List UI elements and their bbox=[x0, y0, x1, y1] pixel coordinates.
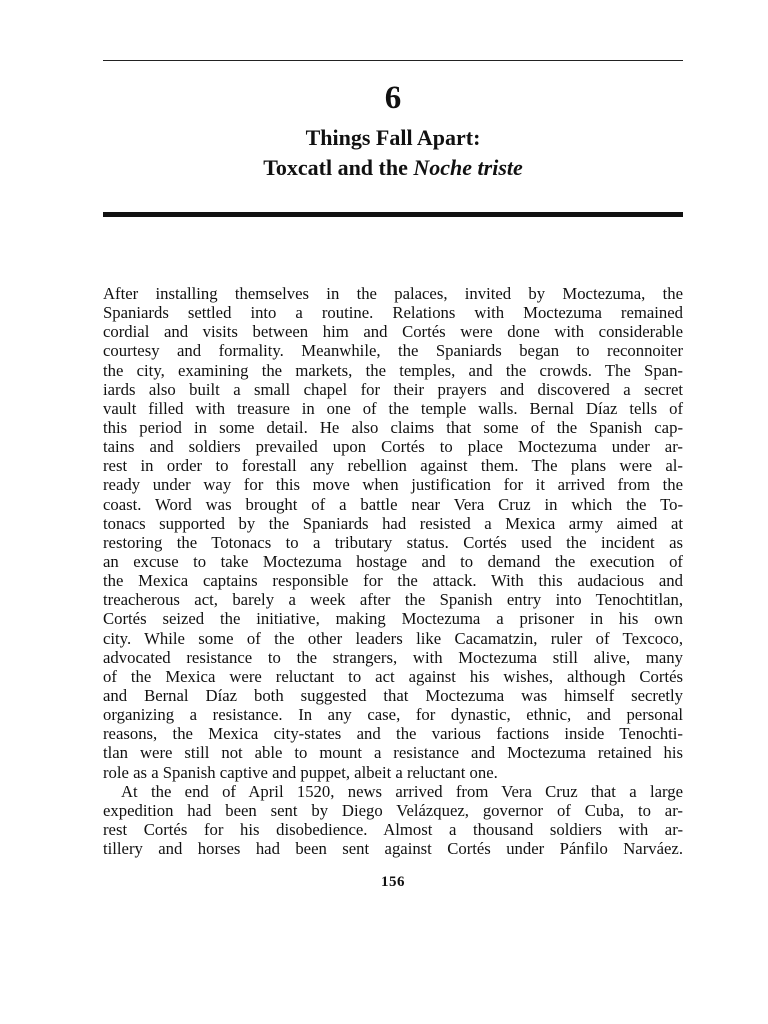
body-line: After installing themselves in the palaces, invited by Moctezuma, the bbox=[103, 284, 683, 303]
body-line: city. While some of the other leaders like Cacamatzin, ruler of Texcoco, bbox=[103, 628, 683, 648]
chapter-title-line-2-italic: Noche triste bbox=[413, 155, 523, 180]
title-rule bbox=[103, 212, 683, 217]
body-line: iards also built a small chapel for their prayers and discovered a secret bbox=[103, 379, 683, 399]
chapter-number: 6 bbox=[384, 80, 402, 116]
body-line: reasons, the Mexica city-states and the various factions inside Tenochti- bbox=[103, 724, 683, 744]
body-line: cordial and visits between him and Cortés were done with considerable bbox=[103, 322, 683, 342]
body-line: tlan were still not able to mount a resistance and Moctezuma retained his bbox=[103, 743, 683, 763]
body-line: tains and soldiers prevailed upon Cortés to place Moctezuma under ar- bbox=[103, 437, 683, 457]
chapter-title-line-1: Things Fall Apart: bbox=[305, 125, 481, 150]
body-line: rest in order to forestall any rebellion against them. The plans were al- bbox=[103, 456, 683, 476]
body-line: treacherous act, barely a week after the Spanish entry into Tenochtitlan, bbox=[103, 590, 683, 610]
body-line: coast. Word was brought of a battle near Vera Cruz in which the To- bbox=[103, 494, 683, 514]
body-line: vault filled with treasure in one of the temple walls. Bernal Díaz tells of bbox=[103, 398, 683, 418]
body-line: tonacs supported by the Spaniards had resisted a Mexica army aimed at bbox=[103, 513, 683, 533]
chapter-title-line-2-roman: Toxcatl and the bbox=[263, 155, 414, 180]
body-line: the city, examining the markets, the temples, and the crowds. The Span- bbox=[103, 360, 683, 380]
page-number: 156 bbox=[381, 874, 405, 890]
chapter-title-line-2 bbox=[103, 154, 683, 182]
body-line: restoring the Totonacs to a tributary status. Cortés used the incident as bbox=[103, 532, 683, 552]
body-line: the Mexica captains responsible for the attack. With this audacious and bbox=[103, 571, 683, 591]
body-line: Spaniards settled into a routine. Relations with Moctezuma remained bbox=[103, 303, 683, 323]
body-line: Cortés seized the initiative, making Moctezuma a prisoner in his own bbox=[103, 609, 683, 629]
body-line: organizing a resistance. In any case, for dynastic, ethnic, and personal bbox=[103, 705, 683, 725]
body-line: and Bernal Díaz both suggested that Moctezuma was himself secretly bbox=[103, 685, 683, 705]
body-line: advocated resistance to the strangers, with Moctezuma still alive, many bbox=[103, 647, 683, 667]
top-rule bbox=[103, 60, 683, 61]
body-line: this period in some detail. He also claims that some of the Spanish cap- bbox=[103, 417, 683, 437]
body-line: rest Cortés for his disobedience. Almost a thousand soldiers with ar- bbox=[103, 819, 683, 839]
body-line: tillery and horses had been sent against Cortés under Pánfilo Narváez. bbox=[103, 839, 683, 859]
body-text bbox=[103, 284, 683, 858]
body-line: At the end of April 1520, news arrived from Vera Cruz that a large bbox=[121, 781, 683, 801]
body-line: ready under way for this move when justification for it arrived from the bbox=[103, 475, 683, 495]
body-line: courtesy and formality. Meanwhile, the Spaniards began to reconnoiter bbox=[103, 341, 683, 361]
body-line: an excuse to take Moctezuma hostage and to demand the execution of bbox=[103, 551, 683, 571]
body-line: expedition had been sent by Diego Velázquez, governor of Cuba, to ar- bbox=[103, 800, 683, 820]
body-line: role as a Spanish captive and puppet, albeit a reluctant one. bbox=[103, 762, 498, 782]
body-line: of the Mexica were reluctant to act against his wishes, although Cortés bbox=[103, 666, 683, 686]
